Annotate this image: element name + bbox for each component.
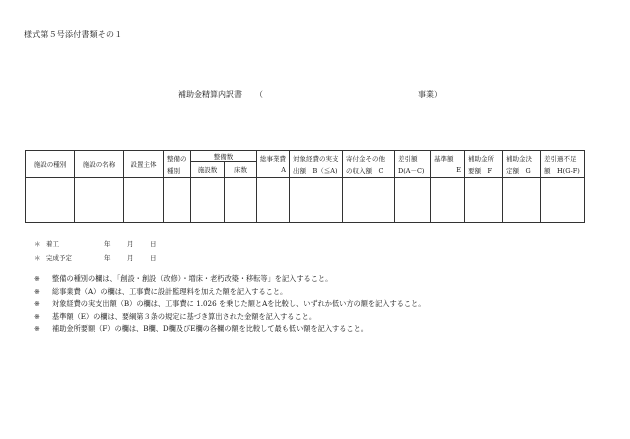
settlement-table: [25, 150, 585, 223]
header-setchi-shutai: 設置主体: [124, 151, 164, 178]
note-text: 基準額（E）の欄は、要綱第３条の規定に基づき算出された金額を記入すること。: [52, 311, 317, 321]
note-text: 整備の種別の欄は、「創設・創設（改修）・増床・老朽改築・移転等」を記入すること。: [52, 274, 333, 283]
note-item: [34, 273, 425, 286]
cell-taisho-keihi[interactable]: [290, 178, 343, 223]
note-item: [34, 323, 425, 336]
note-mark: ※: [34, 324, 41, 333]
date-mark: ＊: [34, 254, 41, 262]
date-label: 着工: [46, 240, 59, 248]
note-mark: ※: [34, 286, 41, 296]
form-id: 様式第５号添付書類その１: [24, 30, 123, 39]
note-text: 対象経費の実支出額（B）の欄は、工事費に 1.026 を乗じた額とAを比較し、いずれか低い方の額を記入すること。: [52, 299, 426, 308]
header-hojokin-kettei: 補助金決 定額 G: [503, 151, 541, 178]
header-sojigyohi: 総事業費 A: [257, 151, 290, 178]
note-item: [34, 311, 425, 324]
header-shisetsusu: 施設数: [191, 162, 225, 178]
date-year: 年: [104, 240, 111, 248]
date-month: 月: [127, 240, 134, 248]
cell-setchi-shutai[interactable]: [124, 178, 164, 223]
title-main: 補助金精算内訳書: [178, 90, 242, 99]
cell-shisetsu-shubetsu[interactable]: [26, 178, 75, 223]
table-row: [26, 178, 585, 223]
date-day: 日: [150, 240, 157, 248]
header-kifukin: 寄付金その他 の収入額 C: [343, 151, 395, 178]
date-row-kansei: [34, 251, 194, 265]
header-kijungaku: 基準額 E: [431, 151, 465, 178]
header-seibisu: 整備数: [191, 151, 257, 162]
cell-kijungaku[interactable]: [431, 178, 465, 223]
header-sashihiki-fusoku: 差引過不足 額 H(G-F): [541, 151, 585, 178]
cell-shisetsusu[interactable]: [191, 178, 225, 223]
header-shisetsu-meisho: 施設の名称: [75, 151, 124, 178]
cell-hojokin-shoyo[interactable]: [465, 178, 503, 223]
date-year: 年: [104, 254, 111, 262]
date-mark: ＊: [34, 240, 41, 248]
cell-kifukin[interactable]: [343, 178, 395, 223]
date-month: 月: [127, 254, 134, 262]
cell-sashihiki[interactable]: [395, 178, 431, 223]
note-item: [34, 286, 425, 299]
note-text: 総事業費（A）の欄は、工事費に設計監理料を加えた額を記入すること。: [52, 286, 288, 296]
title-paren-open: （: [255, 90, 263, 99]
note-item: [34, 298, 425, 311]
cell-seibi-shubetsu[interactable]: [164, 178, 191, 223]
date-day: 日: [150, 254, 157, 262]
cell-sashihiki-fusoku[interactable]: [541, 178, 585, 223]
header-shosu: 床数: [225, 162, 257, 178]
note-mark: ※: [34, 299, 41, 308]
note-mark: ※: [34, 311, 41, 321]
header-seibi-shubetsu: 整備の 種別: [164, 151, 191, 178]
note-mark: ※: [34, 274, 41, 283]
header-sashihiki: 差引額 D(A－C): [395, 151, 431, 178]
document-title: [178, 89, 478, 101]
cell-sojigyohi[interactable]: [257, 178, 290, 223]
notes-list: [34, 273, 425, 336]
date-label: 完成予定: [46, 254, 72, 262]
cell-shosu[interactable]: [225, 178, 257, 223]
cell-shisetsu-meisho[interactable]: [75, 178, 124, 223]
note-text: 補助金所要額（F）の欄は、B欄、D欄及びE欄の各欄の額を比較して最も低い額を記入すること。: [52, 324, 368, 333]
date-section: [34, 237, 194, 265]
header-taisho-keihi: 対象経費の実支 出額 B（≦A): [290, 151, 343, 178]
header-shisetsu-shubetsu: 施設の種別: [26, 151, 75, 178]
header-hojokin-shoyo: 補助金所 要額 F: [465, 151, 503, 178]
title-suffix: 事業）: [418, 90, 442, 99]
date-row-chakko: [34, 237, 194, 251]
cell-hojokin-kettei[interactable]: [503, 178, 541, 223]
